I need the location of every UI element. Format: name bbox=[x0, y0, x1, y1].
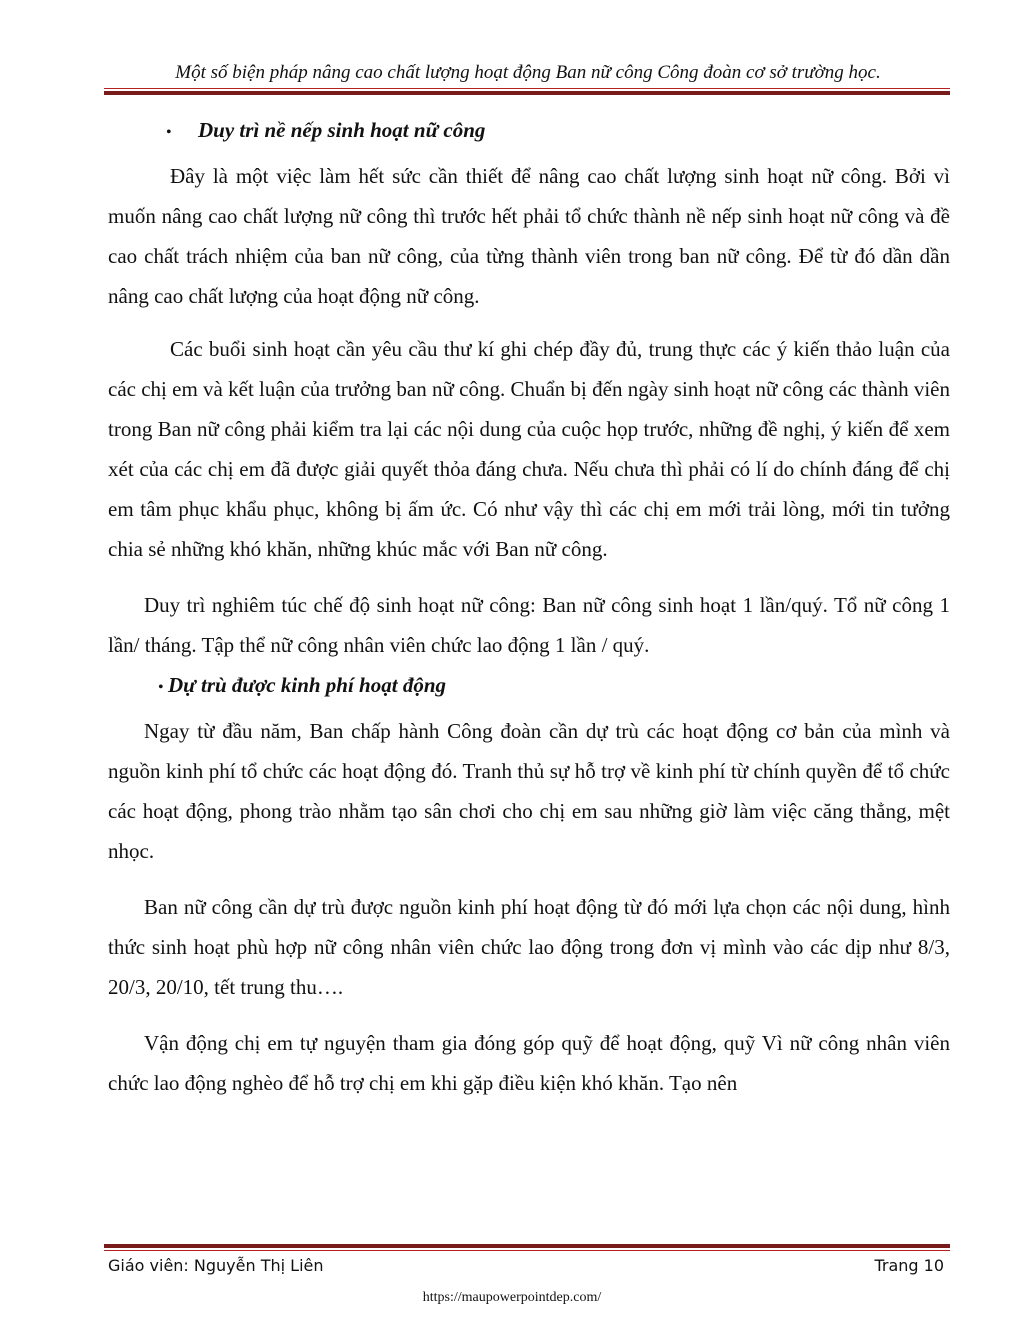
header-rule-thick bbox=[104, 91, 950, 95]
header-rule-thin bbox=[104, 88, 950, 89]
paragraph: Các buổi sinh hoạt cần yêu cầu thư kí ghi chép đầy đủ, trung thực các ý kiến thảo luận của các chị em và kết luận của trưởng ban nữ công. Chuẩn bị đến ngày sinh hoạt nữ công các thành viên trong Ban nữ công phải kiểm tra lại các nội dung của cuộc họp trước, những đề nghị, ý kiến để xem xét của các chị em đã được giải quyết thỏa đáng chưa. Nếu chưa thì phải có lí do chính đáng để chị em tâm phục khẩu phục, không bị ấm ức. Có như vậy thì các chị em mới trải lòng, mới tin tưởng chia sẻ những khó khăn, những khúc mắc với Ban nữ công. bbox=[108, 337, 950, 561]
section-heading-routine bbox=[166, 118, 950, 143]
paragraph: Vận động chị em tự nguyện tham gia đóng góp quỹ để hoạt động, quỹ Vì nữ công nhân viên chức lao động nghèo để hỗ trợ chị em khi gặp điều kiện khó khăn. Tạo nên bbox=[108, 1031, 950, 1095]
bullet-icon: • bbox=[158, 679, 164, 696]
running-header: Một số biện pháp nâng cao chất lượng hoạt động Ban nữ công Công đoàn cơ sở trường học. bbox=[175, 62, 881, 83]
paragraph: Đây là một việc làm hết sức cần thiết để nâng cao chất lượng sinh hoạt nữ công. Bởi vì muốn nâng cao chất lượng nữ công thì trước hết phải tổ chức thành nề nếp sinh hoạt nữ công và đề cao chất trách nhiệm của ban nữ công, của từng thành viên trong ban nữ công. Để từ đó dần dần nâng cao chất lượng của hoạt động nữ công. bbox=[108, 164, 950, 308]
footer-rule-thin bbox=[104, 1250, 950, 1251]
footer-author: Giáo viên: Nguyễn Thị Liên bbox=[108, 1256, 324, 1275]
source-url-link[interactable]: https://maupowerpointdep.com/ bbox=[422, 1290, 602, 1305]
section-heading-text: Duy trì nề nếp sinh hoạt nữ công bbox=[198, 118, 486, 142]
paragraph: Ngay từ đầu năm, Ban chấp hành Công đoàn cần dự trù các hoạt động cơ bản của mình và nguồn kinh phí tổ chức các hoạt động đó. Tranh thủ sự hỗ trợ về kinh phí từ chính quyền để tổ chức các hoạt động, phong trào nhằm tạo sân chơi cho chị em sau những giờ làm việc căng thẳng, mệt nhọc. bbox=[108, 719, 950, 863]
header-rule bbox=[104, 88, 950, 95]
paragraph: Duy trì nghiêm túc chế độ sinh hoạt nữ công: Ban nữ công sinh hoạt 1 lần/quý. Tổ nữ công 1 lần/ tháng. Tập thể nữ công nhân viên chức lao động 1 lần / quý. bbox=[108, 593, 950, 657]
paragraph: Ban nữ công cần dự trù được nguồn kinh phí hoạt động từ đó mới lựa chọn các nội dung, hình thức sinh hoạt phù hợp nữ công nhân viên chức lao động trong đơn vị mình vào các dịp như 8/3, 20/3, 20/10, tết trung thu…. bbox=[108, 895, 950, 999]
footer-rule bbox=[104, 1244, 950, 1251]
section-heading-budget bbox=[158, 673, 950, 698]
footer-rule-thick bbox=[104, 1244, 950, 1248]
page-body bbox=[108, 114, 950, 1103]
section-heading-text: Dự trù được kinh phí hoạt động bbox=[168, 673, 447, 697]
bullet-icon: • bbox=[166, 124, 172, 141]
page-number: Trang 10 bbox=[874, 1256, 944, 1275]
